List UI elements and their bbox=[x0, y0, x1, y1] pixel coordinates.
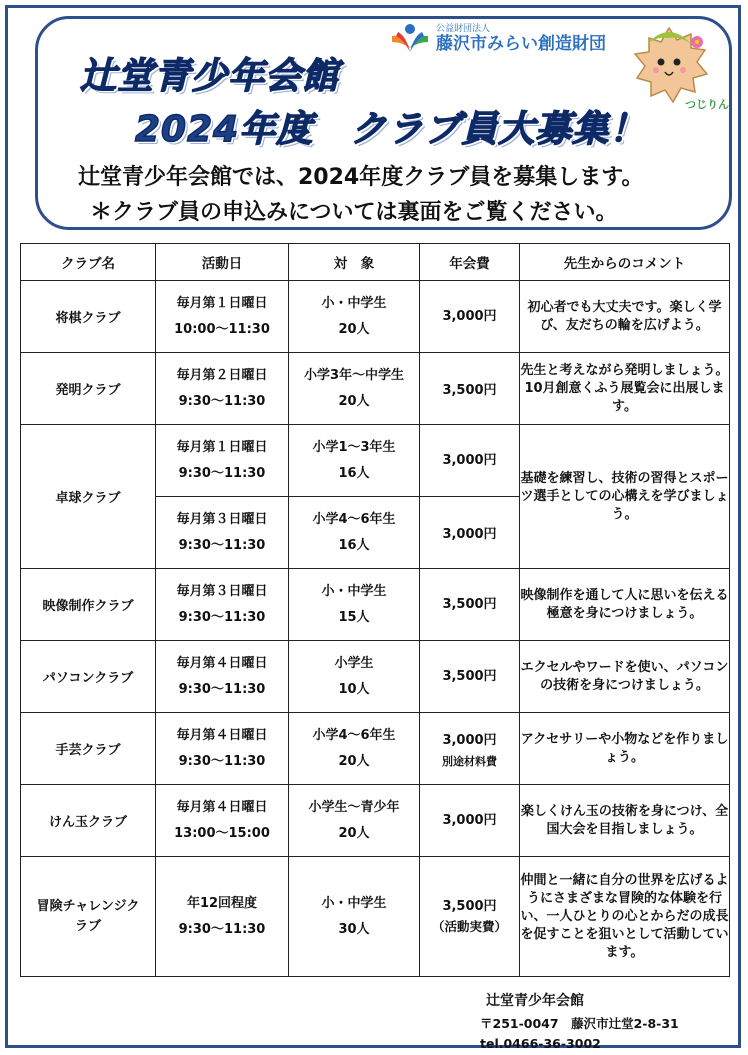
target-group: 小学1～3年生 bbox=[312, 439, 396, 455]
table-row bbox=[21, 857, 730, 977]
fee-cell bbox=[420, 281, 520, 353]
club-name: けん玉クラブ bbox=[21, 785, 156, 857]
activity-day: 年12回程度 bbox=[186, 895, 258, 911]
target-cell bbox=[289, 857, 420, 977]
activity-day: 毎月第４日曜日 bbox=[176, 655, 268, 671]
capacity: 20人 bbox=[338, 393, 370, 409]
target-group: 小学3年～中学生 bbox=[303, 367, 405, 383]
club-name: 発明クラブ bbox=[21, 353, 156, 425]
activity-schedule bbox=[156, 857, 289, 977]
annual-fee: 3,500円 bbox=[420, 353, 520, 425]
teacher-comment: 先生と考えながら発明しましょう。10月創意くふう展覧会に出展します。 bbox=[520, 353, 730, 425]
teacher-comment: 楽しくけん玉の技術を身につけ、全国大会を目指しましょう。 bbox=[520, 785, 730, 857]
target-cell bbox=[289, 569, 420, 641]
facility-phone: tel.0466-36-3002 bbox=[480, 1036, 601, 1051]
activity-schedule bbox=[156, 353, 289, 425]
header-target: 対 象 bbox=[289, 244, 420, 281]
activity-schedule bbox=[156, 281, 289, 353]
title-facility: 辻堂青少年会館 bbox=[80, 56, 340, 97]
target-cell bbox=[289, 785, 420, 857]
activity-day: 毎月第４日曜日 bbox=[176, 727, 268, 743]
club-name: 映像制作クラブ bbox=[21, 569, 156, 641]
activity-time: 10:00～11:30 bbox=[174, 321, 270, 337]
table-header-row bbox=[21, 244, 730, 281]
activity-schedule bbox=[156, 713, 289, 785]
header-club-name: クラブ名 bbox=[21, 244, 156, 281]
target-group: 小学4～6年生 bbox=[312, 727, 396, 743]
foundation-logo-icon bbox=[388, 22, 432, 56]
teacher-comment: アクセサリーや小物などを作りましょう。 bbox=[520, 713, 730, 785]
header-annual-fee: 年会費 bbox=[420, 244, 520, 281]
capacity: 16人 bbox=[338, 465, 370, 481]
intro-note: ＊クラブ員の申込みについては裏面をご覧ください。 bbox=[90, 200, 618, 225]
capacity: 30人 bbox=[338, 921, 370, 937]
table-row bbox=[21, 353, 730, 425]
fee-cell bbox=[420, 641, 520, 713]
capacity: 10人 bbox=[338, 681, 370, 697]
activity-day: 毎月第１日曜日 bbox=[176, 439, 268, 455]
target-cell bbox=[289, 281, 420, 353]
club-name: パソコンクラブ bbox=[21, 641, 156, 713]
activity-time: 13:00～15:00 bbox=[174, 825, 270, 841]
contact-footer bbox=[480, 990, 679, 1051]
club-name: 手芸クラブ bbox=[21, 713, 156, 785]
capacity: 20人 bbox=[338, 753, 370, 769]
header-activity-day: 活動日 bbox=[156, 244, 289, 281]
facility-address: 〒251-0047 藤沢市辻堂2-8-31 bbox=[480, 1016, 679, 1031]
annual-fee: 3,000円 bbox=[420, 497, 520, 569]
target-group: 小学生 bbox=[334, 655, 374, 671]
activity-day: 毎月第４日曜日 bbox=[176, 799, 268, 815]
activity-schedule bbox=[156, 497, 289, 569]
activity-time: 9:30～11:30 bbox=[178, 681, 266, 697]
intro-text: 辻堂青少年会館では、2024年度クラブ員を募集します。 bbox=[78, 165, 644, 190]
activity-time: 9:30～11:30 bbox=[178, 753, 266, 769]
club-table bbox=[20, 243, 730, 977]
teacher-comment: 映像制作を通して人に思いを伝える極意を身につけましょう。 bbox=[520, 569, 730, 641]
annual-fee: 3,000円 bbox=[442, 812, 497, 828]
activity-schedule bbox=[156, 641, 289, 713]
table-row bbox=[21, 281, 730, 353]
activity-schedule bbox=[156, 785, 289, 857]
teacher-comment: 基礎を練習し、技術の習得とスポーツ選手としての心構えを学びましょう。 bbox=[520, 425, 730, 569]
target-cell bbox=[289, 641, 420, 713]
activity-time: 9:30～11:30 bbox=[178, 609, 266, 625]
activity-schedule bbox=[156, 569, 289, 641]
table-row bbox=[21, 713, 730, 785]
activity-time: 9:30～11:30 bbox=[178, 921, 266, 937]
annual-fee: 3,500円 bbox=[442, 596, 497, 612]
fee-cell bbox=[420, 569, 520, 641]
fee-cell bbox=[420, 425, 520, 497]
title-recruit: 2024年度 クラブ員大募集！ bbox=[135, 109, 647, 150]
target-group: 小・中学生 bbox=[321, 583, 387, 599]
capacity: 20人 bbox=[338, 825, 370, 841]
target-group: 小学生～青少年 bbox=[308, 799, 400, 815]
fee-note: （活動実費） bbox=[431, 918, 507, 934]
teacher-comment: 仲間と一緒に自分の世界を広げるようにさまざまな冒険的な体験を行い、一人ひとりの心とからだの成長を促すことを狙いとして活動しています。 bbox=[520, 857, 730, 977]
club-name: 卓球クラブ bbox=[21, 425, 156, 569]
target-cell bbox=[289, 425, 420, 497]
teacher-comment: 初心者でも大丈夫です。楽しく学び、友だちの輪を広げよう。 bbox=[520, 281, 730, 353]
club-name: 将棋クラブ bbox=[21, 281, 156, 353]
activity-day: 毎月第２日曜日 bbox=[176, 367, 268, 383]
capacity: 20人 bbox=[338, 321, 370, 337]
annual-fee: 3,000円 bbox=[442, 732, 497, 748]
teacher-comment: エクセルやワードを使い、パソコンの技術を身につけましょう。 bbox=[520, 641, 730, 713]
annual-fee: 3,000円 bbox=[442, 308, 497, 324]
table-row bbox=[21, 785, 730, 857]
fee-cell bbox=[420, 857, 520, 977]
org-block bbox=[388, 22, 606, 56]
activity-time: 9:30～11:30 bbox=[178, 537, 266, 553]
activity-time: 9:30～11:30 bbox=[178, 465, 266, 481]
header-comment: 先生からのコメント bbox=[520, 244, 730, 281]
club-name: 冒険チャレンジクラブ bbox=[21, 857, 156, 977]
target-cell bbox=[289, 713, 420, 785]
table-row bbox=[21, 569, 730, 641]
table-row bbox=[21, 425, 730, 497]
activity-schedule bbox=[156, 425, 289, 497]
activity-day: 毎月第３日曜日 bbox=[176, 511, 268, 527]
fee-cell bbox=[420, 785, 520, 857]
annual-fee: 3,500円 bbox=[442, 668, 497, 684]
capacity: 15人 bbox=[338, 609, 370, 625]
org-name: 藤沢市みらい創造財団 bbox=[436, 34, 606, 54]
mascot-label: つじりん bbox=[685, 98, 729, 111]
target-cell bbox=[289, 497, 420, 569]
org-type: 公益財団法人 bbox=[436, 24, 491, 34]
activity-time: 9:30～11:30 bbox=[178, 393, 266, 409]
activity-day: 毎月第３日曜日 bbox=[176, 583, 268, 599]
target-cell bbox=[289, 353, 420, 425]
facility-name: 辻堂青少年会館 bbox=[486, 993, 584, 1009]
target-group: 小学4～6年生 bbox=[312, 511, 396, 527]
capacity: 16人 bbox=[338, 537, 370, 553]
activity-day: 毎月第１日曜日 bbox=[176, 295, 268, 311]
target-group: 小・中学生 bbox=[321, 295, 387, 311]
fee-note: 別途材料費 bbox=[442, 754, 497, 768]
table-row bbox=[21, 641, 730, 713]
fee-cell bbox=[420, 713, 520, 785]
annual-fee: 3,000円 bbox=[442, 452, 497, 468]
annual-fee: 3,500円 bbox=[442, 898, 497, 914]
target-group: 小・中学生 bbox=[321, 895, 387, 911]
